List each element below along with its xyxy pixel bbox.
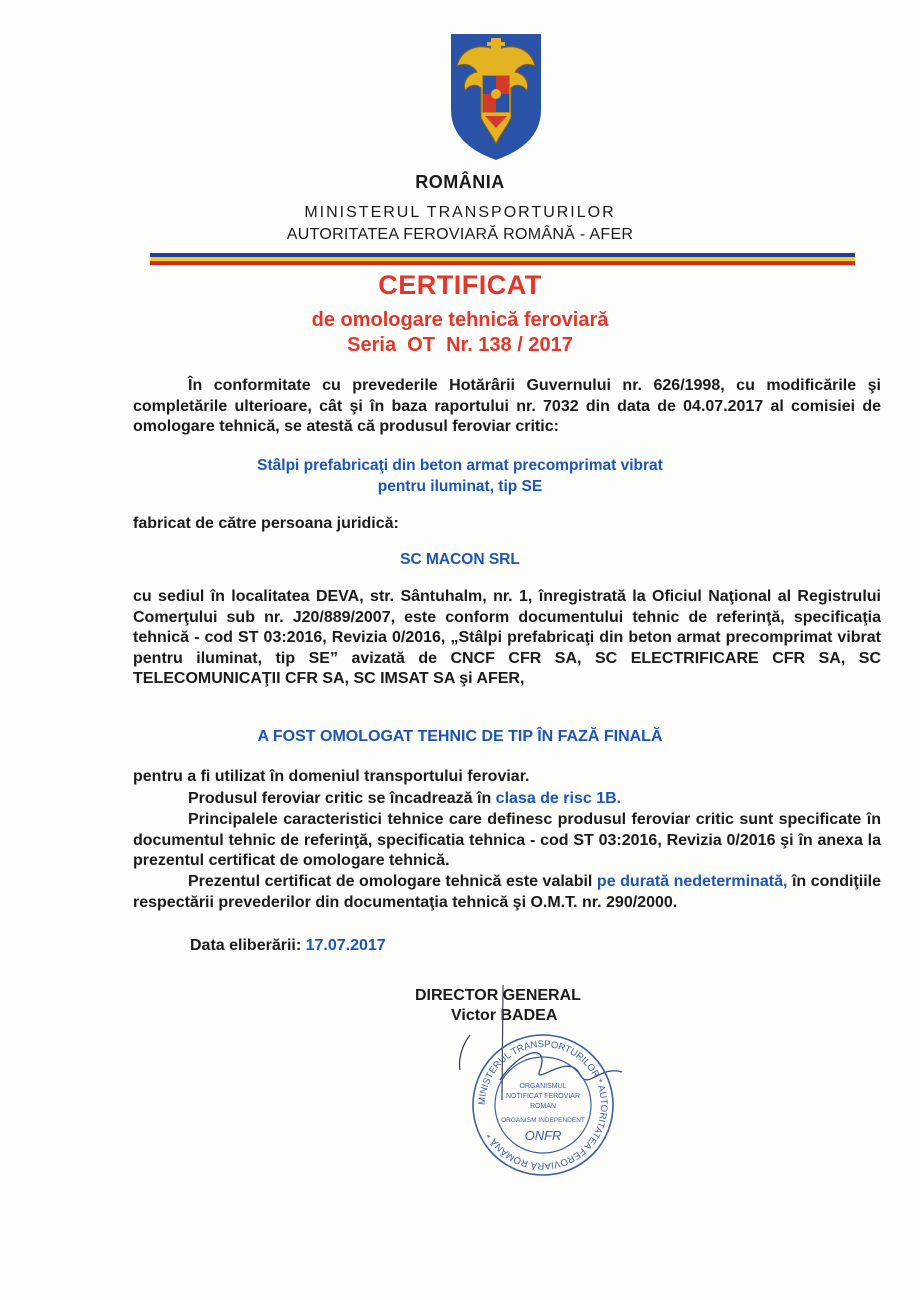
risk-class: clasa de risc 1B. (495, 790, 622, 807)
official-stamp (468, 1030, 618, 1180)
manufacturer-intro: fabricat de către persoana juridică: (133, 515, 399, 532)
issue-date: 17.07.2017 (305, 937, 386, 954)
validity-suffix: în condiţiile respectării prevederilor din documentaţia tehnică şi O.M.T. nr. 290/2000. (133, 873, 881, 911)
stamp-code: ONFR (524, 1128, 562, 1143)
stamp-ring-text: MINISTERUL TRANSPORTURILOR * AUTORITATEA FEROVIARĂ ROMÂNĂ * (476, 1038, 610, 1172)
certificate-series: Seria OT Nr. 138 / 2017 (347, 334, 573, 356)
usage-line: pentru a fi utilizat în domeniul transportului feroviar. (133, 768, 530, 785)
product-name-line2: pentru iluminat, tip SE (377, 478, 543, 495)
signatory-name: Victor BADEA (451, 1007, 558, 1024)
ministry-name: MINISTERUL TRANSPORTURILOR (304, 204, 616, 221)
certificate-title: CERTIFICAT (378, 270, 542, 300)
stamp-line4: ORGANISM INDEPENDENT (501, 1117, 585, 1124)
tricolor-divider (150, 253, 855, 266)
issue-label: Data eliberării: (190, 937, 306, 954)
intro-paragraph: În conformitate cu prevederile Hotărârii Guvernului nr. 626/1998, cu modificările şi completările ulterioare, cât şi în baza raportului nr. 7032 din data de 04.07.2017 al comisiei de omologare tehnică, se atestă că produsul feroviar critic: (133, 377, 881, 435)
stamp-line1: ORGANISMUL (519, 1083, 567, 1090)
issue-date-line (190, 937, 386, 955)
stamp-line2: NOTIFICAT FEROVIAR (505, 1093, 581, 1100)
authority-name: AUTORITATEA FEROVIARĂ ROMÂNĂ - AFER (286, 226, 634, 243)
risk-prefix: Produsul feroviar critic se încadrează în (188, 790, 496, 807)
characteristics-paragraph: Principalele caracteristici tehnice care definesc produsul feroviar critic sunt specificate în documentul tehnic de referinţă, specificatia tehnica - cod ST 03:2016, Revizia 0/2016 şi în anexa la prezentul certificat de omologare tehnică. (133, 811, 881, 869)
approval-statement: A FOST OMOLOGAT TEHNIC DE TIP ÎN FAZĂ FINALĂ (257, 728, 663, 745)
signatory-role: DIRECTOR GENERAL (415, 987, 581, 1004)
address-paragraph: cu sediul în localitatea DEVA, str. Sântuhalm, nr. 1, înregistrată la Oficiul Naţional al Registrului Comerţului sub nr. J20/889/2007, este conform documentului tehnic de referinţă, specificaţia tehnică - cod ST 03:2016, Revizia 0/2016, „Stâlpi prefabricaţi din beton armat precomprimat vibrat pentru iluminat, tip SE” avizată de CNCF CFR SA, SC ELECTRIFICARE CFR SA, SC TELECOMUNICAŢII CFR SA, SC IMSAT SA şi AFER, (133, 588, 881, 687)
validity-value: pe durată nedeterminată, (596, 873, 788, 890)
certificate-subtitle: de omologare tehnică feroviară (311, 309, 609, 331)
validity-paragraph (133, 872, 881, 913)
coat-of-arms-icon (447, 32, 545, 162)
manufacturer-name: SC MACON SRL (400, 551, 520, 568)
validity-prefix: Prezentul certificat de omologare tehnică este valabil (188, 873, 597, 890)
product-name-line1: Stâlpi prefabricaţi din beton armat precomprimat vibrat (257, 457, 663, 474)
risk-line (188, 789, 881, 810)
stamp-line3: ROMAN (529, 1103, 557, 1110)
country-name: ROMÂNIA (415, 172, 505, 192)
